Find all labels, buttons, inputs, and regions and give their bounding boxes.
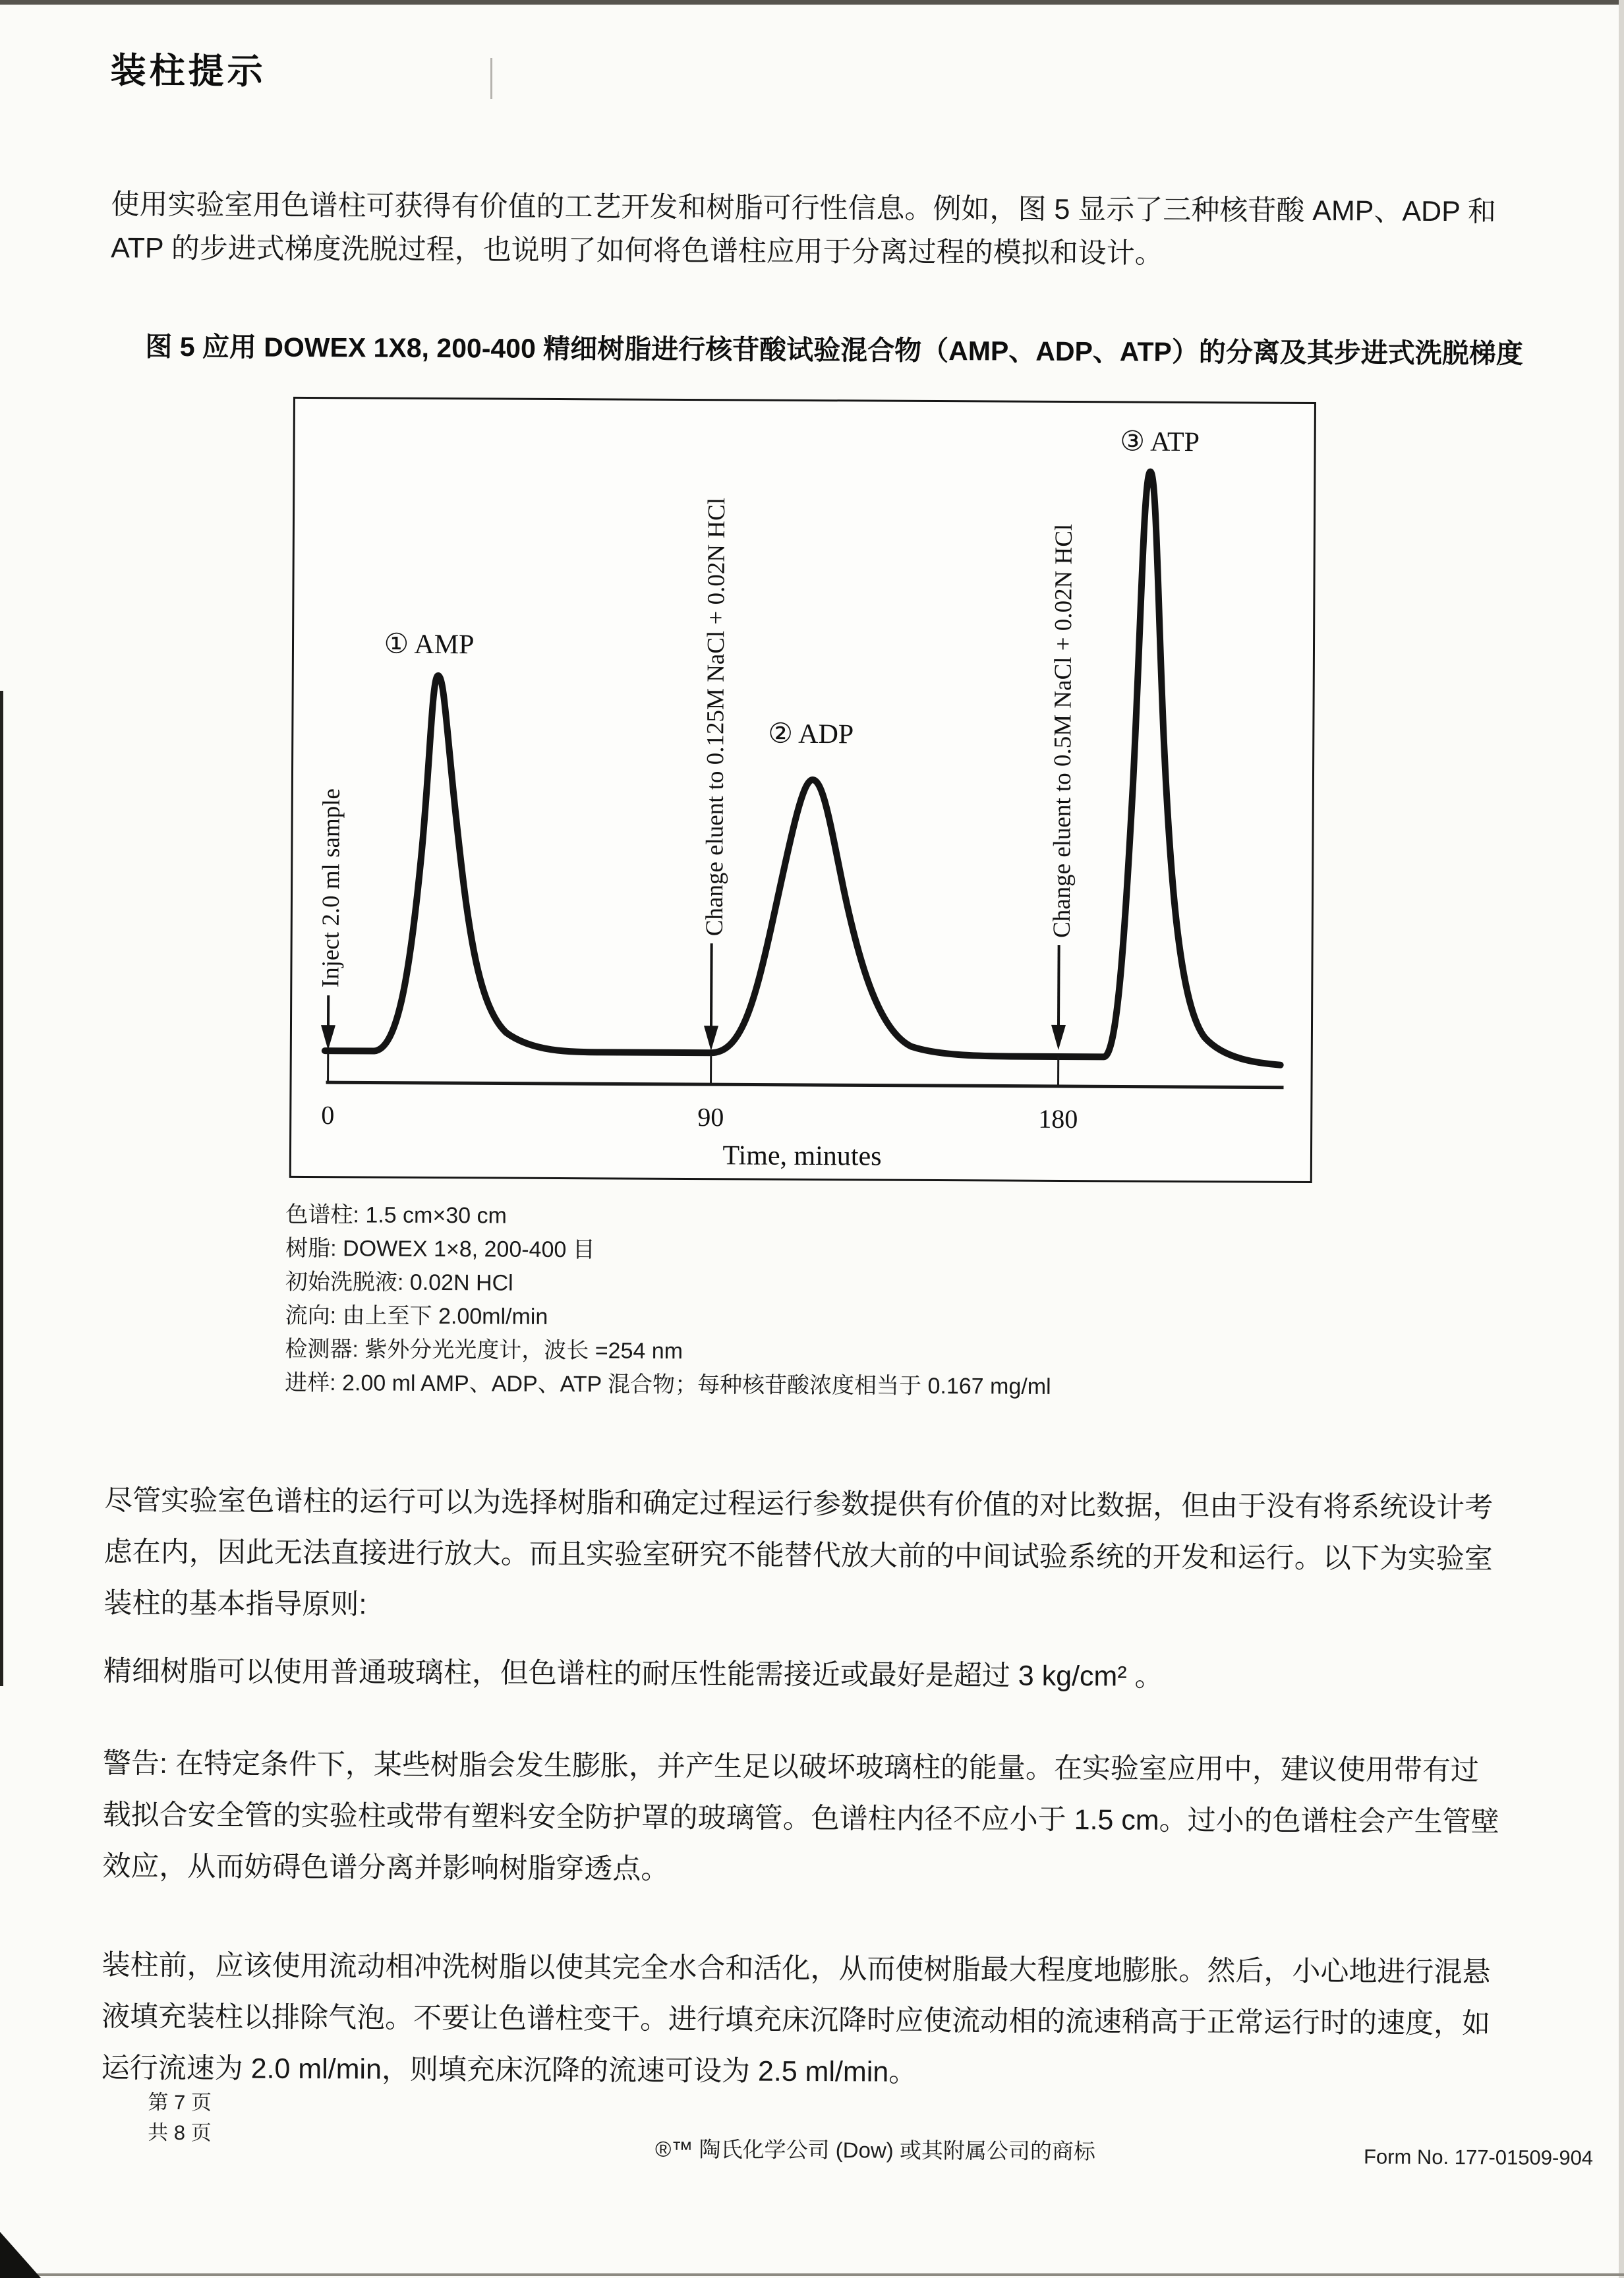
chromatogram-curve	[325, 467, 1284, 1065]
warning-paragraph	[102, 1738, 1499, 1899]
pressure-paragraph	[103, 1645, 1163, 1702]
x-tick-label-180: 180	[1038, 1103, 1078, 1134]
caption-resin: 树脂: DOWEX 1×8, 200-400 目	[285, 1235, 595, 1263]
text-line: 装柱前，应该使用流动相冲洗树脂以使其完全水合和活化，从而使树脂最大程度地膨胀。然后，小心地进行混悬	[102, 1949, 1491, 1989]
footer-page-number	[148, 2088, 212, 2149]
guideline-paragraph	[103, 1475, 1493, 1636]
figure-caption	[285, 1198, 1052, 1404]
page-title: 装柱提示	[110, 51, 266, 92]
text-line: 警告: 在特定条件下，某些树脂会发生膨胀，并产生足以破坏玻璃柱的能量。在实验室应用中，建议使用带有过	[102, 1747, 1480, 1787]
text-line: 载拟合安全管的实验柱或带有塑料安全防护罩的玻璃管。色谱柱内径不应小于 1.5 cm。过小的色谱柱会产生管壁	[102, 1799, 1499, 1838]
annotation-inject-sample: Inject 2.0 ml sample	[317, 788, 345, 988]
down-arrow-icon	[321, 995, 335, 1050]
chromatogram-chart	[291, 399, 1314, 1181]
peak-label-amp: ① AMP	[384, 629, 475, 660]
packing-paragraph	[101, 1939, 1490, 2101]
peak-label-adp: ② ADP	[768, 718, 854, 750]
text-line: 使用实验室用色谱柱可获得有价值的工艺开发和树脂可行性信息。例如，图 5 显示了三种核苷酸 AMP、ADP 和	[111, 189, 1497, 228]
caption-initial-eluent: 初始洗脱液: 0.02N HCl	[285, 1269, 513, 1296]
text-line: ATP 的步进式梯度洗脱过程，也说明了如何将色谱柱应用于分离过程的模拟和设计。	[111, 232, 1163, 270]
figure-title: 图 5 应用 DOWEX 1X8, 200-400 精细树脂进行核苷酸试验混合物（AMP、ADP、ATP）的分离及其步进式洗脱梯度	[145, 331, 1523, 369]
text-line: 精细树脂可以使用普通玻璃柱，但色谱柱的耐压性能需接近或最好是超过 3 kg/cm² 。	[103, 1655, 1163, 1693]
intro-paragraph	[111, 183, 1496, 277]
caption-column: 色谱柱: 1.5 cm×30 cm	[285, 1202, 507, 1229]
caption-injection: 进样: 2.00 ml AMP、ADP、ATP 混合物；每种核苷酸浓度相当于 0.167 mg/ml	[285, 1370, 1051, 1399]
text-line: 虑在内，因此无法直接进行放大。而且实验室研究不能替代放大前的中间试验系统的开发和运行。以下为实验室	[103, 1536, 1493, 1575]
text-line: 效应，从而妨碍色谱分离并影响树脂穿透点。	[102, 1850, 670, 1885]
text-line: 运行流速为 2.0 ml/min，则填充床沉降的流速可设为 2.5 ml/min。	[101, 2052, 917, 2088]
caption-flow: 流向: 由上至下 2.00ml/min	[285, 1302, 548, 1329]
annotation-change-eluent-1: Change eluent to 0.125M NaCl + 0.02N HCl	[701, 497, 731, 937]
footer-page-current: 第 7 页	[148, 2090, 212, 2115]
down-arrow-icon	[704, 943, 719, 1051]
x-axis-line	[326, 1082, 1284, 1088]
x-tick-label-90: 90	[697, 1102, 724, 1132]
text-line: 装柱的基本指导原则:	[103, 1587, 367, 1621]
chromatogram-figure	[289, 397, 1316, 1183]
x-tick-label-0: 0	[321, 1100, 335, 1130]
x-axis-title: Time, minutes	[722, 1140, 882, 1172]
footer-form-number: Form No. 177-01509-904	[1363, 2145, 1594, 2170]
text-line: 液填充装柱以排除气泡。不要让色谱柱变干。进行填充床沉降时应使流动相的流速稍高于正常运行时的速度，如	[101, 2001, 1491, 2040]
text-line: 尽管实验室色谱柱的运行可以为选择树脂和确定过程运行参数提供有价值的对比数据，但由于没有将系统设计考	[104, 1484, 1494, 1524]
footer-trademark: ®™ 陶氏化学公司 (Dow) 或其附属公司的商标	[654, 2136, 1095, 2164]
down-arrow-icon	[1051, 945, 1066, 1050]
peak-label-atp: ③ ATP	[1120, 426, 1200, 458]
footer-page-total: 共 8 页	[148, 2120, 212, 2145]
annotation-change-eluent-2: Change eluent to 0.5M NaCl + 0.02N HCl	[1048, 523, 1078, 939]
caption-detector: 检测器: 紫外分光光度计，波长 =254 nm	[285, 1336, 683, 1364]
